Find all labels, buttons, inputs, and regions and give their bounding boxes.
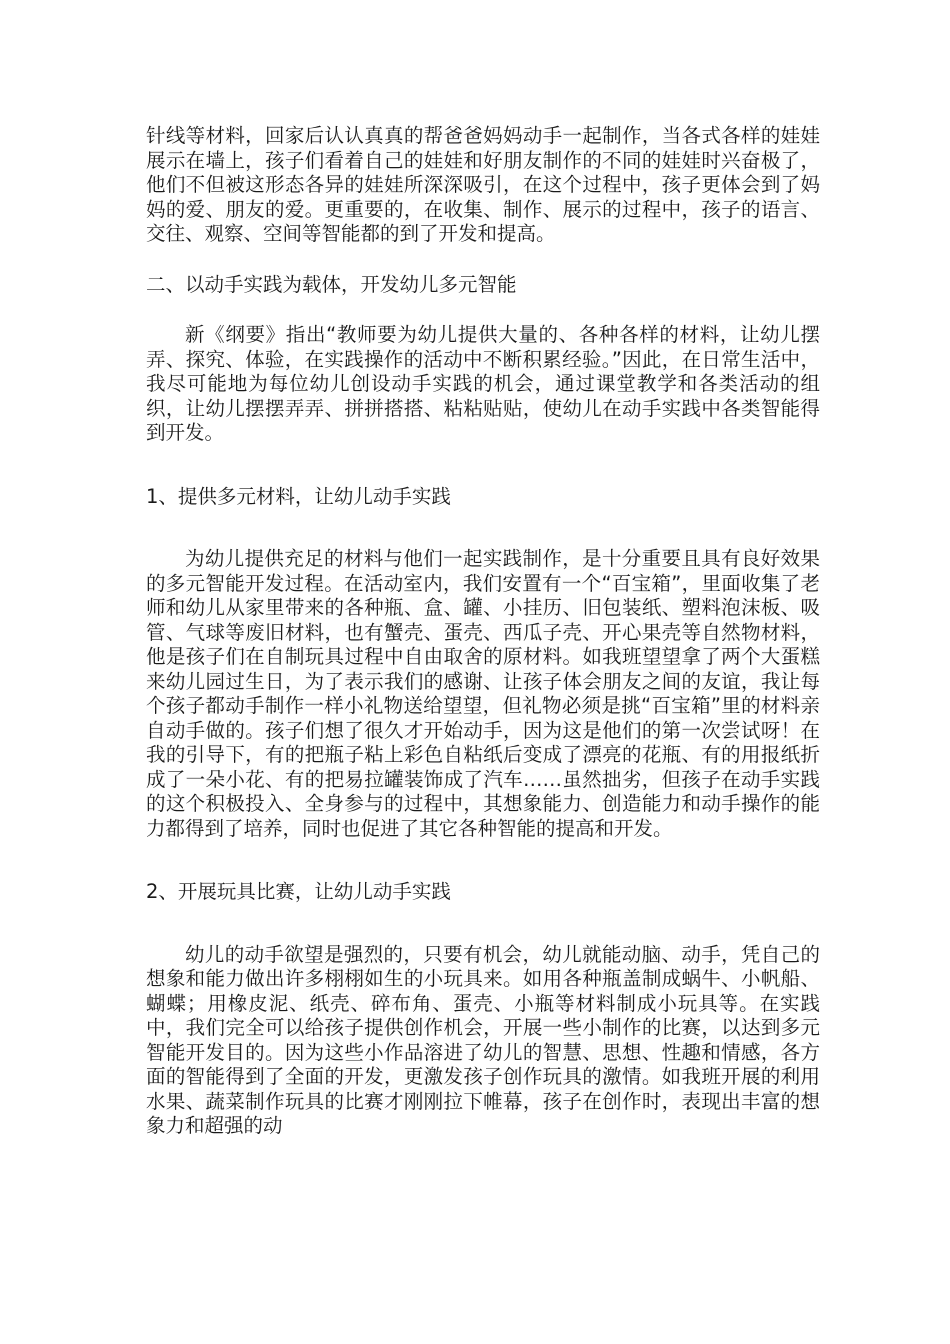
document-page [146, 124, 820, 1139]
paragraph-1: 针线等材料，回家后认认真真的帮爸爸妈妈动手一起制作，当各式各样的娃娃展示在墙上，孩子们看着自己的娃娃和好朋友制作的不同的娃娃时兴奋极了，他们不但被这形态各异的娃娃所深深吸引，在这个过程中，孩子更体会到了妈妈的爱、朋友的爱。更重要的，在收集、制作、展示的过程中，孩子的语言、交往、观察、空间等智能都的到了开发和提高。 [146, 124, 820, 245]
paragraph-3: 为幼儿提供充足的材料与他们一起实践制作，是十分重要且具有良好效果的多元智能开发过程。在活动室内，我们安置有一个“百宝箱”，里面收集了老师和幼儿从家里带来的各种瓶、盒、罐、小挂历、旧包装纸、塑料泡沫板、吸管、气球等废旧材料，也有蟹壳、蛋壳、西瓜子壳、开心果壳等自然物材料，他是孩子们在自制玩具过程中自由取舍的原材料。如我班望望拿了两个大蛋糕来幼儿园过生日，为了表示我们的感谢、让孩子体会朋友之间的友谊，我让每个孩子都动手制作一样小礼物送给望望，但礼物必须是挑“百宝箱”里的材料亲自动手做的。孩子们想了很久才开始动手，因为这是他们的第一次尝试呀！在我的引导下，有的把瓶子粘上彩色自粘纸后变成了漂亮的花瓶、有的用报纸折成了一朵小花、有的把易拉罐装饰成了汽车……虽然拙劣，但孩子在动手实践的这个积极投入、全身参与的过程中，其想象能力、创造能力和动手操作的能力都得到了培养，同时也促进了其它各种智能的提高和开发。 [146, 547, 820, 840]
paragraph-4: 幼儿的动手欲望是强烈的，只要有机会，幼儿就能动脑、动手，凭自己的想象和能力做出许多栩栩如生的小玩具来。如用各种瓶盖制成蜗牛、小帆船、蝴蝶；用橡皮泥、纸壳、碎布角、蛋壳、小瓶等材料制成小玩具等。在实践中，我们完全可以给孩子提供创作机会，开展一些小制作的比赛，以达到多元智能开发目的。因为这些小作品溶进了幼儿的智慧、思想、性趣和情感，各方面的智能得到了全面的开发，更激发孩子创作玩具的激情。如我班开展的利用水果、蔬菜制作玩具的比赛才刚刚拉下帷幕，孩子在创作时，表现出丰富的想象力和超强的动 [146, 942, 820, 1137]
subsection-heading-2: 2、开展玩具比赛，让幼儿动手实践 [146, 880, 451, 903]
section-heading-2: 二、以动手实践为载体，开发幼儿多元智能 [146, 272, 517, 296]
paragraph-2: 新《纲要》指出“教师要为幼儿提供大量的、各种各样的材料，让幼儿摆弄、探究、体验，在实践操作的活动中不断积累经验。”因此，在日常生活中，我尽可能地为每位幼儿创设动手实践的机会，通过课堂教学和各类活动的组织，让幼儿摆摆弄弄、拼拼搭搭、粘粘贴贴，使幼儿在动手实践中各类智能得到开发。 [146, 323, 820, 444]
subsection-heading-1: 1、提供多元材料，让幼儿动手实践 [146, 484, 451, 508]
